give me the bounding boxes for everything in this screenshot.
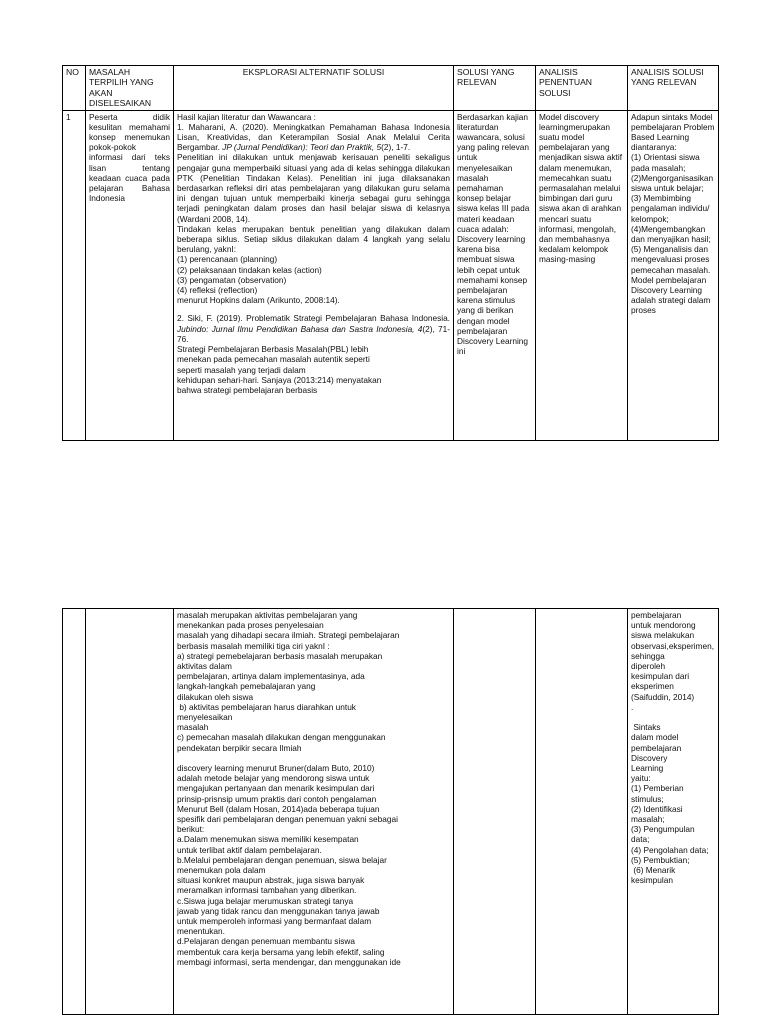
text-line: d.Pelajaran dengan penemuan membantu siswa [177,936,356,947]
text-line: Menurut Bell (dalam Hosan, 2014)ada beberapa tujuan [177,803,380,814]
text-line: prinsip-prisnsip umum praktis dari contoh pengalaman [177,793,377,804]
text-line: meramalkan informasi tambahan yang diberikan. [177,885,357,896]
text-line: mengajukan pertanyaan dan menarik kesimpulan dari [177,783,375,794]
analisis-penentuan-cell: Model discovery learningmerupakan suatu model pembelajaran yang menjadikan siswa aktif dalam menemukan, memecahkan suatu permasalahan melalui bimbingan dari guru siswa akan di arahkan mencari suatu informasi, mengolah, dan membahasnya kedalam kelompok masing-masing [536,110,628,440]
reference-1-text: 1. Maharani, A. (2020). Meningkatkan Pemahaman Bahasa Indonesia Lisan, Kreatividas, dan Keterampilan Sosial Anak Melalui Cerita Bergambar. [177,121,450,153]
text-line: (5) Pembuktian; [631,854,690,865]
masalah-cell-empty [86,609,174,1015]
header-row [63,66,719,111]
text-line: menentukan. [177,926,225,937]
table-row [63,609,719,1015]
text-line: . [631,701,634,712]
text-line: pembelajaran [631,610,682,620]
reference-2-text: 2. Siki, F. (2019). Problematik Strategi Pembelajaran Bahasa Indonesia. [177,313,450,324]
text-line: pendekatan berpikir secara Ilmiah [177,742,302,753]
header-analisis-penentuan: ANALISIS PENENTUAN SOLUSI [536,66,628,111]
text-line: menekankan pada proses penyelesaian [177,620,324,631]
masalah-cell: Peserta didik kesulitan memahami konsep menemukan pokok-pokok informasi dari teks lisan tentang keadaan cuaca pada pelajaran Bahasa Indonesia [86,110,174,440]
text-line: pembelajaran [631,742,682,753]
analisis-relevan-continued-lines [631,610,715,885]
step-item: (2) pelaksanaan tindakan kelas (action) [177,264,322,275]
text-line [631,712,715,722]
text-line: Sintaks [631,722,661,733]
text-line: (6) Menarik kesimpulan [631,865,678,886]
text-line: a.Dalam menemukan siswa memiliki kesempatan [177,834,359,845]
reference-1-issue: (2), 1-7. [381,142,411,153]
step-item: (3) pengamatan (observation) [177,274,287,285]
text-line: (2) Identifikasi masalah; [631,803,685,825]
reference-1-journal: JP (Jurnal Pendidikan): Teori dan Praktik, 5 [222,142,382,153]
paragraph-pbl: Strategi Pembelajaran Berbasis Masalah(PBL) lebih menekan pada pemecahan masalah autentik seperti seperti masalah yang terjadi dalam kehidupan sehari-hari. Sanjaya (2013:214) menyatakan bahwa strategi pembelajaran berbasis [177,344,382,395]
header-eksplorasi: EKSPLORASI ALTERNATIF SOLUSI [174,66,454,111]
eksplorasi-intro: Hasil kajian literatur dan Wawancara : [177,111,316,122]
text-line [177,753,450,763]
solusi-cell: Berdasarkan kajian literaturdan wawancara, solusi yang paling relevan untuk menyelesaikan masalah pemahaman konsep belajar siswa kelas III pada materi keadaan cuaca adalah: Discovery learning karena bisa membuat siswa lebih cepat untuk memahami konsep pembelajaran karena stimulus yang di berikan dengan model pembelajaran Discovery Learning ini [454,110,536,440]
text-line: adalah metode belajar yang mendorong siswa untuk [177,773,370,784]
text-line: untuk terlibat aktif dalam pembelajaran. [177,844,322,855]
analisis-relevan-continued-cell [628,609,719,1015]
row-number-empty [63,609,86,1015]
reference-2 [177,313,450,344]
header-analisis-relevan: ANALISIS SOLUSI YANG RELEVAN [628,66,719,111]
text-line: berikut: [177,824,205,835]
text-line: dalam model [631,732,679,743]
row-number: 1 [63,110,86,440]
text-line: b.Melalui pembelajaran dengan penemuan, siswa belajar [177,854,387,865]
text-line: eksperimen [631,681,674,692]
text-line: dilakukan oleh siswa [177,691,254,702]
text-line: jawab yang tidak rancu dan menggunakan tanya jawab [177,905,380,916]
eksplorasi-cell [174,110,454,440]
text-line: aktivitas dalam [177,661,232,672]
text-line: langkah-langkah pemebalajaran yang [177,681,316,692]
analisis-penentuan-cell-empty [536,609,628,1015]
text-line: kesimpulan dari [631,671,690,682]
text-line: a) strategi pemebelajaran berbasis masalah merupakan [177,650,383,661]
text-line: pembelajaran, artinya dalam implementasinya, ada [177,671,365,682]
text-line: untuk mendorong [631,620,696,631]
reference-1 [177,122,450,153]
reference-2-journal: Jubindo: Jurnal Ilmu Pendidikan Bahasa dan Sastra Indonesia, 4 [177,323,423,334]
text-line: Learning [631,763,664,774]
text-line: spesifik dari pembelajaran dengan penemuan yakni sebagai [177,814,398,825]
eksplorasi-continued-cell [174,609,454,1015]
text-line: b) aktivitas pembelajaran harus diarahkan untuk [177,701,356,712]
solusi-cell-empty [454,609,536,1015]
text-line: c) pemecahan masalah dilakukan dengan menggunakan [177,732,386,743]
header-masalah: MASALAH TERPILIH YANG AKAN DISELESAIKAN [86,66,174,111]
text-line: berbasis masalah memiliki tiga ciri yaknI : [177,640,330,651]
text-line: menyelesaikan [177,712,233,723]
text-line: Discovery [631,752,668,763]
exploration-table-page2 [62,608,719,1015]
text-line: siswa melakukan [631,630,695,641]
analisis-relevan-cell: Adapun sintaks Model pembelajaran Problem Based Learning diantaranya: (1) Orientasi siswa pada masalah; (2)Mengorganisasikan siswa untuk belajar; (3) Membimbing pengalaman individu/ kelompok; (4)Mengembangkan dan menyajikan hasil; (5) Menganalisis dan mengevaluasi proses pemecahan masalah. Model pembelajaran Discovery Learning adalah strategi dalam proses [628,110,719,440]
text-line: situasi konkret maupun abstrak, juga siswa banyak [177,875,365,886]
text-line: observasi,eksperimen, sehingga [631,640,717,661]
table-row [63,110,719,440]
exploration-table-page1 [62,65,719,441]
text-line: membentuk cara kerja bersama yang lebih efektif, saling [177,946,385,957]
text-line: (4) Pengolahan data; [631,844,709,855]
text-line: (Saifuddin, 2014) [631,691,695,702]
text-line: (1) Pemberian stimulus; [631,783,686,804]
paragraph-siklus: Tindakan kelas merupakan bentuk penelitian yang dilakukan dalam beberapa siklus. Setiap siklus dilakukan dalam 4 langkah yang selalu berulang, yaknI: [177,223,450,255]
reference-2-issue: (2), 71-76. [177,323,450,344]
step-item: (1) perencanaan (planning) [177,254,278,265]
step-item: (4) refleksi (reflection) [177,285,258,296]
eksplorasi-continued-lines [177,610,450,967]
header-no: NO [63,66,86,111]
header-solusi: SOLUSI YANG RELEVAN [454,66,536,111]
text-line: yaitu: [631,773,651,784]
text-line: (3) Pengumpulan data; [631,824,697,845]
text-line: c.Siswa juga belajar merumuskan strategi tanya [177,895,354,906]
text-line: masalah yang dihadapi secara ilmiah. Strategi pembelajaran [177,630,400,641]
text-line: masalah [177,722,209,733]
text-line: discovery learning menurut Bruner(dalam Buto, 2010) [177,763,375,774]
citation-hopkins: menurut Hopkins dalam (Arikunto, 2008:14). [177,295,340,306]
text-line: untuk memperoleh informasi yang bermanfaat dalam [177,916,372,927]
text-line: membagi informasi, serta mendengar, dan menggunakan ide [177,956,401,967]
text-line: masalah merupakan aktivitas pembelajaran yang [177,610,358,620]
paragraph-ptk: Penelitian ini dilakukan untuk menjawab kerisauan peneliti sekaligus pengajar guna memperbaiki situasi yang ada di kelas sehingga dilakukan PTK (Penelitian Tindakan Kelas). Penelitian ini juga dilaksanakan berdasarkan refleksi diri atas pembelajaran yang dilakukan guru selama ini dengan tujuan untuk memperbaiki kinerja sebagai guru sehingga terjadi peningkatan dalam proses dan hasil belajar siswa di kelasnya (Wardani 2008, 14). [177,152,450,224]
text-line: menemukan pola dalam [177,865,266,876]
text-line: diperoleh [631,661,666,672]
